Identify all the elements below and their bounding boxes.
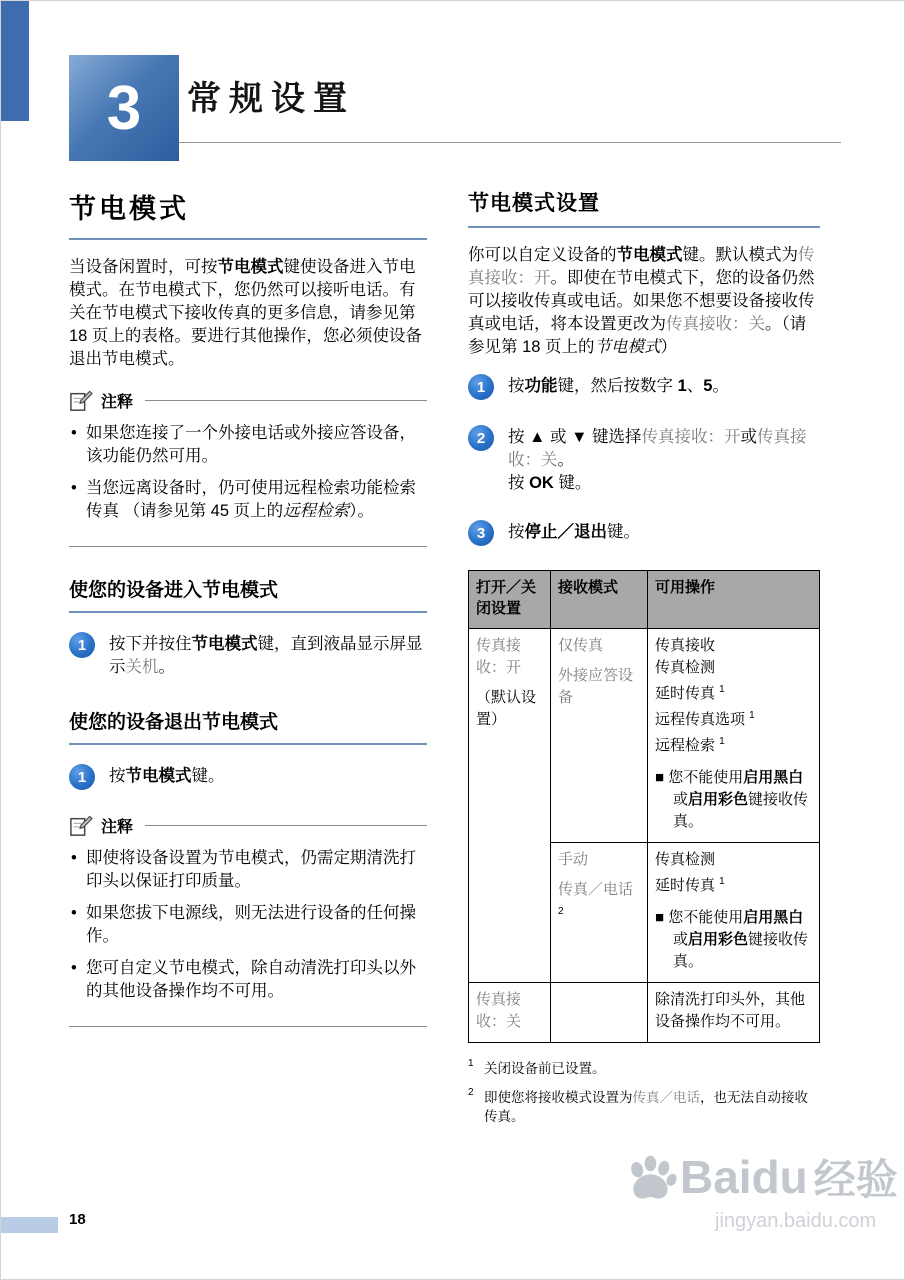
table-header-row [469, 571, 820, 629]
table-cell-fax-receive-on: 传真接收：开 （默认设置） [469, 629, 551, 983]
right-column [468, 187, 820, 1136]
note-label: 注释 [101, 394, 134, 411]
note-header [69, 389, 427, 412]
baidu-watermark [627, 1147, 898, 1233]
note-bullet-list [69, 422, 427, 523]
footer-bar [1, 1217, 58, 1233]
table-cell-mode-manual: 手动 传真／电话 $^2$ [551, 843, 648, 983]
note-bullet: • 如果您拔下电源线，则无法进行设备的任何操作。 [69, 902, 427, 948]
section-title-power-save-settings: 节电模式设置 [468, 187, 820, 228]
note-bullet: • 当您远离设备时，仍可使用远程检索功能检索传真 （请参见第 45 页上的远程检索）。 [69, 477, 427, 523]
note-bullet: • 即使将设备设置为节电模式，仍需定期清洗打印头以保证打印质量。 [69, 847, 427, 893]
header-rule [69, 142, 841, 143]
step-text: 按节电模式键。 [109, 767, 225, 785]
chapter-edge-tab [1, 1, 29, 121]
step-text: 按 ▲ 或 ▼ 键选择传真接收：开或传真接收：关。 按 OK 键。 [508, 428, 807, 492]
note-bullet-list [69, 847, 427, 1003]
step-number-badge: 1 [69, 764, 95, 790]
table-cell-operations-1: 传真接收 传真检测 延时传真 $^1$ 远程传真选项 $^1$ 远程检索 $^1$ ■ 您不能使用启用黑白或启用彩色键接收传真。 [648, 629, 820, 843]
footnotes [468, 1059, 820, 1126]
note-rule [145, 825, 427, 826]
step-number-badge: 3 [468, 520, 494, 546]
note-icon [69, 815, 93, 837]
note-bullet: • 您可自定义节电模式，除自动清洗打印头以外的其他设备操作均不可用。 [69, 957, 427, 1003]
table-cell-operations-3: 除清洗打印头外，其他设备操作均不可用。 [648, 983, 820, 1043]
step-text: 按下并按住节电模式键，直到液晶显示屏显示关机。 [109, 635, 423, 676]
watermark-brand-cn: 经验 [813, 1156, 898, 1203]
table-cell-mode-empty [551, 983, 648, 1043]
step-text: 按停止／退出键。 [508, 523, 640, 541]
left-column [69, 187, 427, 1027]
footnote-text: 即使您将接收模式设置为传真／电话，也无法自动接收传真。 [484, 1090, 808, 1124]
footnote-number: 1 [468, 1058, 474, 1069]
note-bullet: • 如果您连接了一个外接电话或外接应答设备，该功能仍然可用。 [69, 422, 427, 468]
step-text: 按功能键，然后按数字 1、5。 [508, 377, 729, 395]
footnote-2 [468, 1088, 820, 1126]
footnote-1 [468, 1059, 820, 1078]
table-header-onoff-setting: 打开／关闭设置 [469, 571, 551, 629]
power-save-intro: 当设备闲置时，可按节电模式键使设备进入节电模式。在节电模式下，您仍然可以接听电话。有关在节电模式下接收传真的更多信息，请参见第 18 页上的表格。要进行其他操作，您必须使设备退出节电模式。 [69, 258, 422, 368]
settings-table [468, 570, 820, 1043]
power-save-settings-intro: 你可以自定义设备的节电模式键。默认模式为传真接收：开。即使在节电模式下，您的设备仍然可以接收传真或电话。如果您不想要设备接收传真或电话，将本设置更改为传真接收：关。（请参见第 18 页上的节电模式） [468, 246, 815, 356]
step [69, 631, 427, 679]
step-number-badge: 1 [69, 632, 95, 658]
chapter-number: 3 [106, 73, 142, 143]
watermark-brand-row [627, 1147, 898, 1207]
step-number-badge: 1 [468, 374, 494, 400]
table-cell-operations-2: 传真检测 延时传真 $^1$ ■ 您不能使用启用黑白或启用彩色键接收传真。 [648, 843, 820, 983]
footnote-number: 2 [468, 1087, 474, 1098]
note-icon [69, 390, 93, 412]
subsection-title-exit-power-save: 使您的设备退出节电模式 [69, 707, 427, 745]
step [69, 763, 427, 790]
step-number-badge: 2 [468, 425, 494, 451]
table-cell-mode-fax-only: 仅传真 外接应答设备 [551, 629, 648, 843]
page-number: 18 [69, 1211, 86, 1228]
watermark-url: jingyan.baidu.com [715, 1210, 877, 1232]
table-row [469, 983, 820, 1043]
note-block-1 [69, 389, 427, 547]
table-row [469, 629, 820, 843]
table-header-available-operations: 可用操作 [648, 571, 820, 629]
step [468, 424, 820, 495]
section-title-power-save: 节电模式 [69, 187, 427, 240]
note-header [69, 814, 427, 837]
note-label: 注释 [101, 819, 134, 836]
subsection-title-enter-power-save: 使您的设备进入节电模式 [69, 575, 427, 613]
step [468, 373, 820, 400]
note-rule [145, 400, 427, 401]
table-header-receive-mode: 接收模式 [551, 571, 648, 629]
chapter-number-box [69, 55, 179, 161]
baidu-paw-icon [627, 1154, 677, 1201]
note-block-2 [69, 814, 427, 1027]
footnote-text: 关闭设备前已设置。 [484, 1061, 606, 1076]
chapter-title: 常规设置 [187, 80, 355, 118]
table-cell-fax-receive-off: 传真接收：关 [469, 983, 551, 1043]
watermark-brand: Baidu [680, 1151, 808, 1203]
step [468, 519, 820, 546]
